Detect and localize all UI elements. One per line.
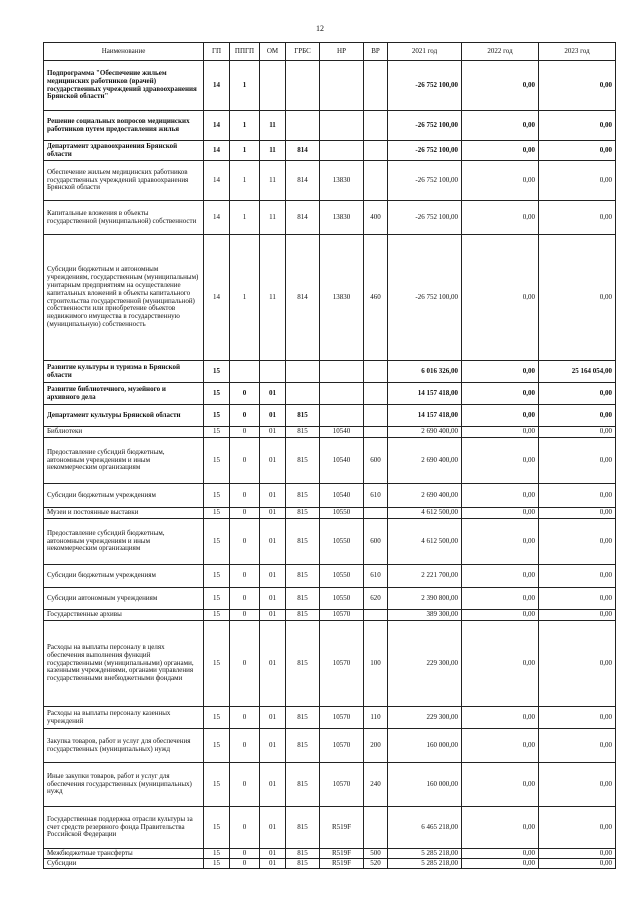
row-name: Обеспечение жильем медицинских работников государственных учреждений здравоохранения Брянской области: [44, 161, 204, 201]
cell-gp: 14: [204, 201, 230, 235]
cell-2022: 0,00: [462, 61, 539, 111]
cell-2022: 0,00: [462, 763, 539, 807]
row-name: Иные закупки товаров, работ и услуг для обеспечения государственных (муниципальных) нужд: [44, 763, 204, 807]
cell-om: 11: [260, 201, 286, 235]
cell-2023: 0,00: [539, 588, 616, 610]
table-row: [44, 729, 616, 763]
cell-2022: 0,00: [462, 161, 539, 201]
cell-2022: 0,00: [462, 519, 539, 565]
cell-2023: 0,00: [539, 61, 616, 111]
row-name: Государственные архивы: [44, 610, 204, 621]
cell-2021: 160 000,00: [388, 729, 462, 763]
cell-vr: [364, 161, 388, 201]
cell-2022: 0,00: [462, 438, 539, 484]
row-name: Субсидии бюджетным учреждениям: [44, 565, 204, 588]
cell-om: 01: [260, 707, 286, 729]
cell-nr: 10540: [320, 438, 364, 484]
column-header: 2023 год: [539, 43, 616, 61]
table-row: [44, 519, 616, 565]
cell-ppgp: 0: [230, 519, 260, 565]
cell-om: 01: [260, 484, 286, 508]
cell-2023: 0,00: [539, 484, 616, 508]
cell-vr: [364, 141, 388, 161]
cell-gp: 15: [204, 405, 230, 427]
cell-2023: 0,00: [539, 610, 616, 621]
table-row: [44, 859, 616, 869]
cell-nr: 10570: [320, 729, 364, 763]
cell-vr: 400: [364, 201, 388, 235]
cell-2023: 0,00: [539, 111, 616, 141]
cell-nr: R519F: [320, 859, 364, 869]
row-name: Библиотеки: [44, 427, 204, 438]
cell-ppgp: 0: [230, 610, 260, 621]
table-body: [44, 61, 616, 869]
cell-ppgp: 0: [230, 807, 260, 849]
cell-grbs: 815: [286, 427, 320, 438]
cell-2022: 0,00: [462, 141, 539, 161]
cell-vr: 620: [364, 588, 388, 610]
cell-ppgp: 0: [230, 427, 260, 438]
cell-2023: 25 164 054,00: [539, 361, 616, 383]
cell-2021: 5 285 218,00: [388, 859, 462, 869]
cell-2022: 0,00: [462, 383, 539, 405]
table-row: [44, 141, 616, 161]
cell-om: 01: [260, 438, 286, 484]
cell-2022: 0,00: [462, 621, 539, 707]
cell-2022: 0,00: [462, 484, 539, 508]
cell-grbs: 815: [286, 807, 320, 849]
cell-2022: 0,00: [462, 729, 539, 763]
table-row: [44, 508, 616, 519]
cell-gp: 15: [204, 383, 230, 405]
cell-grbs: [286, 383, 320, 405]
cell-nr: [320, 111, 364, 141]
cell-nr: [320, 61, 364, 111]
cell-2021: -26 752 100,00: [388, 141, 462, 161]
page-number: 12: [316, 24, 324, 33]
cell-grbs: 814: [286, 235, 320, 361]
row-name: Субсидии: [44, 859, 204, 869]
cell-nr: 10570: [320, 621, 364, 707]
table-row: [44, 438, 616, 484]
cell-2022: 0,00: [462, 610, 539, 621]
cell-vr: 200: [364, 729, 388, 763]
cell-vr: 600: [364, 438, 388, 484]
cell-2023: 0,00: [539, 405, 616, 427]
cell-ppgp: 0: [230, 383, 260, 405]
cell-gp: 14: [204, 141, 230, 161]
cell-ppgp: 0: [230, 588, 260, 610]
cell-2021: 229 300,00: [388, 707, 462, 729]
cell-vr: 500: [364, 849, 388, 859]
row-name: Предоставление субсидий бюджетным, автономным учреждениям и иным некоммерческим организациям: [44, 438, 204, 484]
cell-nr: [320, 383, 364, 405]
cell-gp: 15: [204, 859, 230, 869]
cell-grbs: 815: [286, 707, 320, 729]
cell-grbs: [286, 61, 320, 111]
table-row: [44, 588, 616, 610]
cell-nr: [320, 141, 364, 161]
cell-nr: 13830: [320, 161, 364, 201]
table-row: [44, 383, 616, 405]
table-row: [44, 707, 616, 729]
row-name: Решение социальных вопросов медицинских работников путем предоставления жилья: [44, 111, 204, 141]
table-row: [44, 161, 616, 201]
cell-2022: 0,00: [462, 859, 539, 869]
cell-ppgp: 1: [230, 161, 260, 201]
cell-2021: 229 300,00: [388, 621, 462, 707]
cell-grbs: 815: [286, 438, 320, 484]
cell-om: 01: [260, 763, 286, 807]
column-header: ГП: [204, 43, 230, 61]
cell-2023: 0,00: [539, 161, 616, 201]
cell-nr: 10570: [320, 610, 364, 621]
cell-om: 11: [260, 161, 286, 201]
cell-om: 01: [260, 565, 286, 588]
cell-ppgp: 0: [230, 484, 260, 508]
row-name: Субсидии бюджетным учреждениям: [44, 484, 204, 508]
cell-nr: 10540: [320, 427, 364, 438]
cell-gp: 14: [204, 161, 230, 201]
cell-2022: 0,00: [462, 849, 539, 859]
cell-2022: 0,00: [462, 807, 539, 849]
cell-2023: 0,00: [539, 729, 616, 763]
cell-nr: R519F: [320, 807, 364, 849]
cell-2022: 0,00: [462, 361, 539, 383]
cell-ppgp: 0: [230, 763, 260, 807]
cell-nr: 13830: [320, 201, 364, 235]
cell-gp: 15: [204, 621, 230, 707]
cell-2022: 0,00: [462, 405, 539, 427]
table-row: [44, 361, 616, 383]
cell-gp: 14: [204, 61, 230, 111]
cell-grbs: 814: [286, 161, 320, 201]
cell-grbs: 815: [286, 729, 320, 763]
row-name: Развитие библиотечного, музейного и архивного дела: [44, 383, 204, 405]
cell-ppgp: 0: [230, 621, 260, 707]
cell-vr: [364, 383, 388, 405]
cell-om: 01: [260, 588, 286, 610]
column-header: ППГП: [230, 43, 260, 61]
cell-vr: 610: [364, 565, 388, 588]
cell-gp: 14: [204, 235, 230, 361]
column-header: ОМ: [260, 43, 286, 61]
cell-om: [260, 361, 286, 383]
cell-om: 01: [260, 729, 286, 763]
cell-2022: 0,00: [462, 201, 539, 235]
cell-ppgp: 0: [230, 405, 260, 427]
table-row: [44, 849, 616, 859]
row-name: Расходы на выплаты персоналу в целях обеспечения выполнения функций государственными (муниципальными) органами, казенными учреждениями, органами управления государственными внебюджетными фондами: [44, 621, 204, 707]
cell-grbs: 815: [286, 849, 320, 859]
cell-2023: 0,00: [539, 763, 616, 807]
cell-om: 01: [260, 610, 286, 621]
row-name: Субсидии бюджетным и автономным учреждениям, государственным (муниципальным) унитарным предприятиям на осуществление капитальных вложений в объекты капитального строительства государственной (муниципальной) собственности или приобретение объектов недвижимого имущества в государственную (муниципальную) собственность: [44, 235, 204, 361]
cell-2021: 4 612 500,00: [388, 519, 462, 565]
cell-2022: 0,00: [462, 235, 539, 361]
cell-gp: 15: [204, 610, 230, 621]
cell-ppgp: 1: [230, 141, 260, 161]
cell-2021: 6 016 326,00: [388, 361, 462, 383]
cell-vr: 240: [364, 763, 388, 807]
cell-grbs: 814: [286, 201, 320, 235]
cell-ppgp: 1: [230, 111, 260, 141]
cell-grbs: [286, 361, 320, 383]
cell-ppgp: 1: [230, 61, 260, 111]
cell-vr: [364, 508, 388, 519]
cell-om: 01: [260, 427, 286, 438]
cell-2023: 0,00: [539, 565, 616, 588]
cell-nr: 10540: [320, 484, 364, 508]
row-name: Расходы на выплаты персоналу казенных учреждений: [44, 707, 204, 729]
cell-om: 11: [260, 235, 286, 361]
cell-vr: [364, 427, 388, 438]
cell-grbs: 815: [286, 405, 320, 427]
cell-vr: 100: [364, 621, 388, 707]
cell-nr: 10570: [320, 707, 364, 729]
cell-2023: 0,00: [539, 201, 616, 235]
cell-grbs: 815: [286, 588, 320, 610]
cell-2021: 4 612 500,00: [388, 508, 462, 519]
column-header: Наименование: [44, 43, 204, 61]
cell-2022: 0,00: [462, 427, 539, 438]
cell-2023: 0,00: [539, 427, 616, 438]
cell-2023: 0,00: [539, 519, 616, 565]
cell-2022: 0,00: [462, 588, 539, 610]
cell-2023: 0,00: [539, 383, 616, 405]
cell-2021: 2 221 700,00: [388, 565, 462, 588]
column-header: 2022 год: [462, 43, 539, 61]
table-row: [44, 61, 616, 111]
cell-vr: [364, 807, 388, 849]
cell-2023: 0,00: [539, 849, 616, 859]
cell-2022: 0,00: [462, 508, 539, 519]
cell-vr: [364, 610, 388, 621]
cell-gp: 15: [204, 438, 230, 484]
cell-2022: 0,00: [462, 707, 539, 729]
column-header: НР: [320, 43, 364, 61]
row-name: Капитальные вложения в объекты государственной (муниципальной) собственности: [44, 201, 204, 235]
cell-2021: -26 752 100,00: [388, 111, 462, 141]
cell-gp: 15: [204, 427, 230, 438]
cell-2021: 2 690 400,00: [388, 484, 462, 508]
cell-gp: 15: [204, 707, 230, 729]
cell-2023: 0,00: [539, 438, 616, 484]
cell-om: 01: [260, 508, 286, 519]
cell-2021: -26 752 100,00: [388, 201, 462, 235]
budget-table: [43, 42, 616, 869]
cell-vr: [364, 111, 388, 141]
row-name: Подпрограмма "Обеспечение жильем медицинских работников (врачей) государственных учреждений здравоохранения Брянской области": [44, 61, 204, 111]
column-header: ВР: [364, 43, 388, 61]
cell-gp: 15: [204, 361, 230, 383]
row-name: Закупка товаров, работ и услуг для обеспечения государственных (муниципальных) нужд: [44, 729, 204, 763]
table-row: [44, 235, 616, 361]
cell-2021: 5 285 218,00: [388, 849, 462, 859]
table-row: [44, 621, 616, 707]
cell-grbs: 815: [286, 610, 320, 621]
cell-vr: 520: [364, 859, 388, 869]
cell-ppgp: 0: [230, 438, 260, 484]
cell-nr: 10570: [320, 763, 364, 807]
cell-vr: [364, 361, 388, 383]
cell-ppgp: 1: [230, 235, 260, 361]
cell-2023: 0,00: [539, 807, 616, 849]
cell-ppgp: 0: [230, 849, 260, 859]
cell-grbs: 815: [286, 621, 320, 707]
row-name: Межбюджетные трансферты: [44, 849, 204, 859]
cell-vr: [364, 61, 388, 111]
table-row: [44, 763, 616, 807]
table-row: [44, 427, 616, 438]
cell-2021: 14 157 418,00: [388, 383, 462, 405]
cell-2021: 160 000,00: [388, 763, 462, 807]
cell-grbs: 815: [286, 763, 320, 807]
cell-ppgp: 1: [230, 201, 260, 235]
cell-vr: 460: [364, 235, 388, 361]
cell-gp: 15: [204, 763, 230, 807]
cell-2021: -26 752 100,00: [388, 235, 462, 361]
cell-grbs: [286, 111, 320, 141]
table-header-row: [44, 43, 616, 61]
cell-gp: 15: [204, 565, 230, 588]
cell-gp: 14: [204, 111, 230, 141]
table-row: [44, 405, 616, 427]
cell-ppgp: 0: [230, 859, 260, 869]
cell-nr: R519F: [320, 849, 364, 859]
cell-om: 01: [260, 621, 286, 707]
cell-2021: 14 157 418,00: [388, 405, 462, 427]
cell-2021: 2 690 400,00: [388, 438, 462, 484]
cell-grbs: 815: [286, 484, 320, 508]
row-name: Субсидии автономным учреждениям: [44, 588, 204, 610]
cell-om: 11: [260, 141, 286, 161]
cell-grbs: 815: [286, 519, 320, 565]
cell-nr: [320, 405, 364, 427]
cell-ppgp: 0: [230, 508, 260, 519]
cell-om: 01: [260, 519, 286, 565]
cell-2023: 0,00: [539, 859, 616, 869]
table-row: [44, 610, 616, 621]
cell-2021: 6 465 218,00: [388, 807, 462, 849]
cell-ppgp: 0: [230, 729, 260, 763]
cell-2021: 389 300,00: [388, 610, 462, 621]
cell-nr: 10550: [320, 508, 364, 519]
cell-om: 01: [260, 383, 286, 405]
cell-2022: 0,00: [462, 111, 539, 141]
row-name: Государственная поддержка отрасли культуры за счет средств резервного фонда Правительства Российской Федерации: [44, 807, 204, 849]
cell-nr: 10550: [320, 565, 364, 588]
table-row: [44, 807, 616, 849]
table-row: [44, 484, 616, 508]
cell-gp: 15: [204, 729, 230, 763]
cell-2022: 0,00: [462, 565, 539, 588]
cell-ppgp: [230, 361, 260, 383]
table-row: [44, 201, 616, 235]
cell-2023: 0,00: [539, 235, 616, 361]
cell-2021: 2 690 400,00: [388, 427, 462, 438]
cell-2023: 0,00: [539, 707, 616, 729]
cell-vr: 600: [364, 519, 388, 565]
cell-nr: [320, 361, 364, 383]
row-name: Музеи и постоянные выставки: [44, 508, 204, 519]
cell-ppgp: 0: [230, 707, 260, 729]
table-row: [44, 111, 616, 141]
cell-grbs: 814: [286, 141, 320, 161]
cell-gp: 15: [204, 519, 230, 565]
cell-om: 01: [260, 807, 286, 849]
cell-grbs: 815: [286, 859, 320, 869]
cell-grbs: 815: [286, 565, 320, 588]
cell-om: 01: [260, 859, 286, 869]
cell-om: 01: [260, 849, 286, 859]
cell-gp: 15: [204, 807, 230, 849]
column-header: ГРБС: [286, 43, 320, 61]
cell-gp: 15: [204, 484, 230, 508]
row-name: Предоставление субсидий бюджетным, автономным учреждениям и иным некоммерческим организациям: [44, 519, 204, 565]
cell-om: 11: [260, 111, 286, 141]
cell-nr: 13830: [320, 235, 364, 361]
cell-vr: 610: [364, 484, 388, 508]
cell-2021: -26 752 100,00: [388, 161, 462, 201]
row-name: Департамент культуры Брянской области: [44, 405, 204, 427]
cell-om: [260, 61, 286, 111]
cell-2021: 2 390 800,00: [388, 588, 462, 610]
column-header: 2021 год: [388, 43, 462, 61]
cell-nr: 10550: [320, 519, 364, 565]
cell-2023: 0,00: [539, 141, 616, 161]
row-name: Департамент здравоохранения Брянской области: [44, 141, 204, 161]
cell-2023: 0,00: [539, 508, 616, 519]
cell-2021: -26 752 100,00: [388, 61, 462, 111]
cell-gp: 15: [204, 588, 230, 610]
table-row: [44, 565, 616, 588]
row-name: Развитие культуры и туризма в Брянской области: [44, 361, 204, 383]
cell-grbs: 815: [286, 508, 320, 519]
cell-vr: 110: [364, 707, 388, 729]
cell-gp: 15: [204, 849, 230, 859]
cell-om: 01: [260, 405, 286, 427]
cell-2023: 0,00: [539, 621, 616, 707]
cell-vr: [364, 405, 388, 427]
cell-nr: 10550: [320, 588, 364, 610]
cell-gp: 15: [204, 508, 230, 519]
cell-ppgp: 0: [230, 565, 260, 588]
